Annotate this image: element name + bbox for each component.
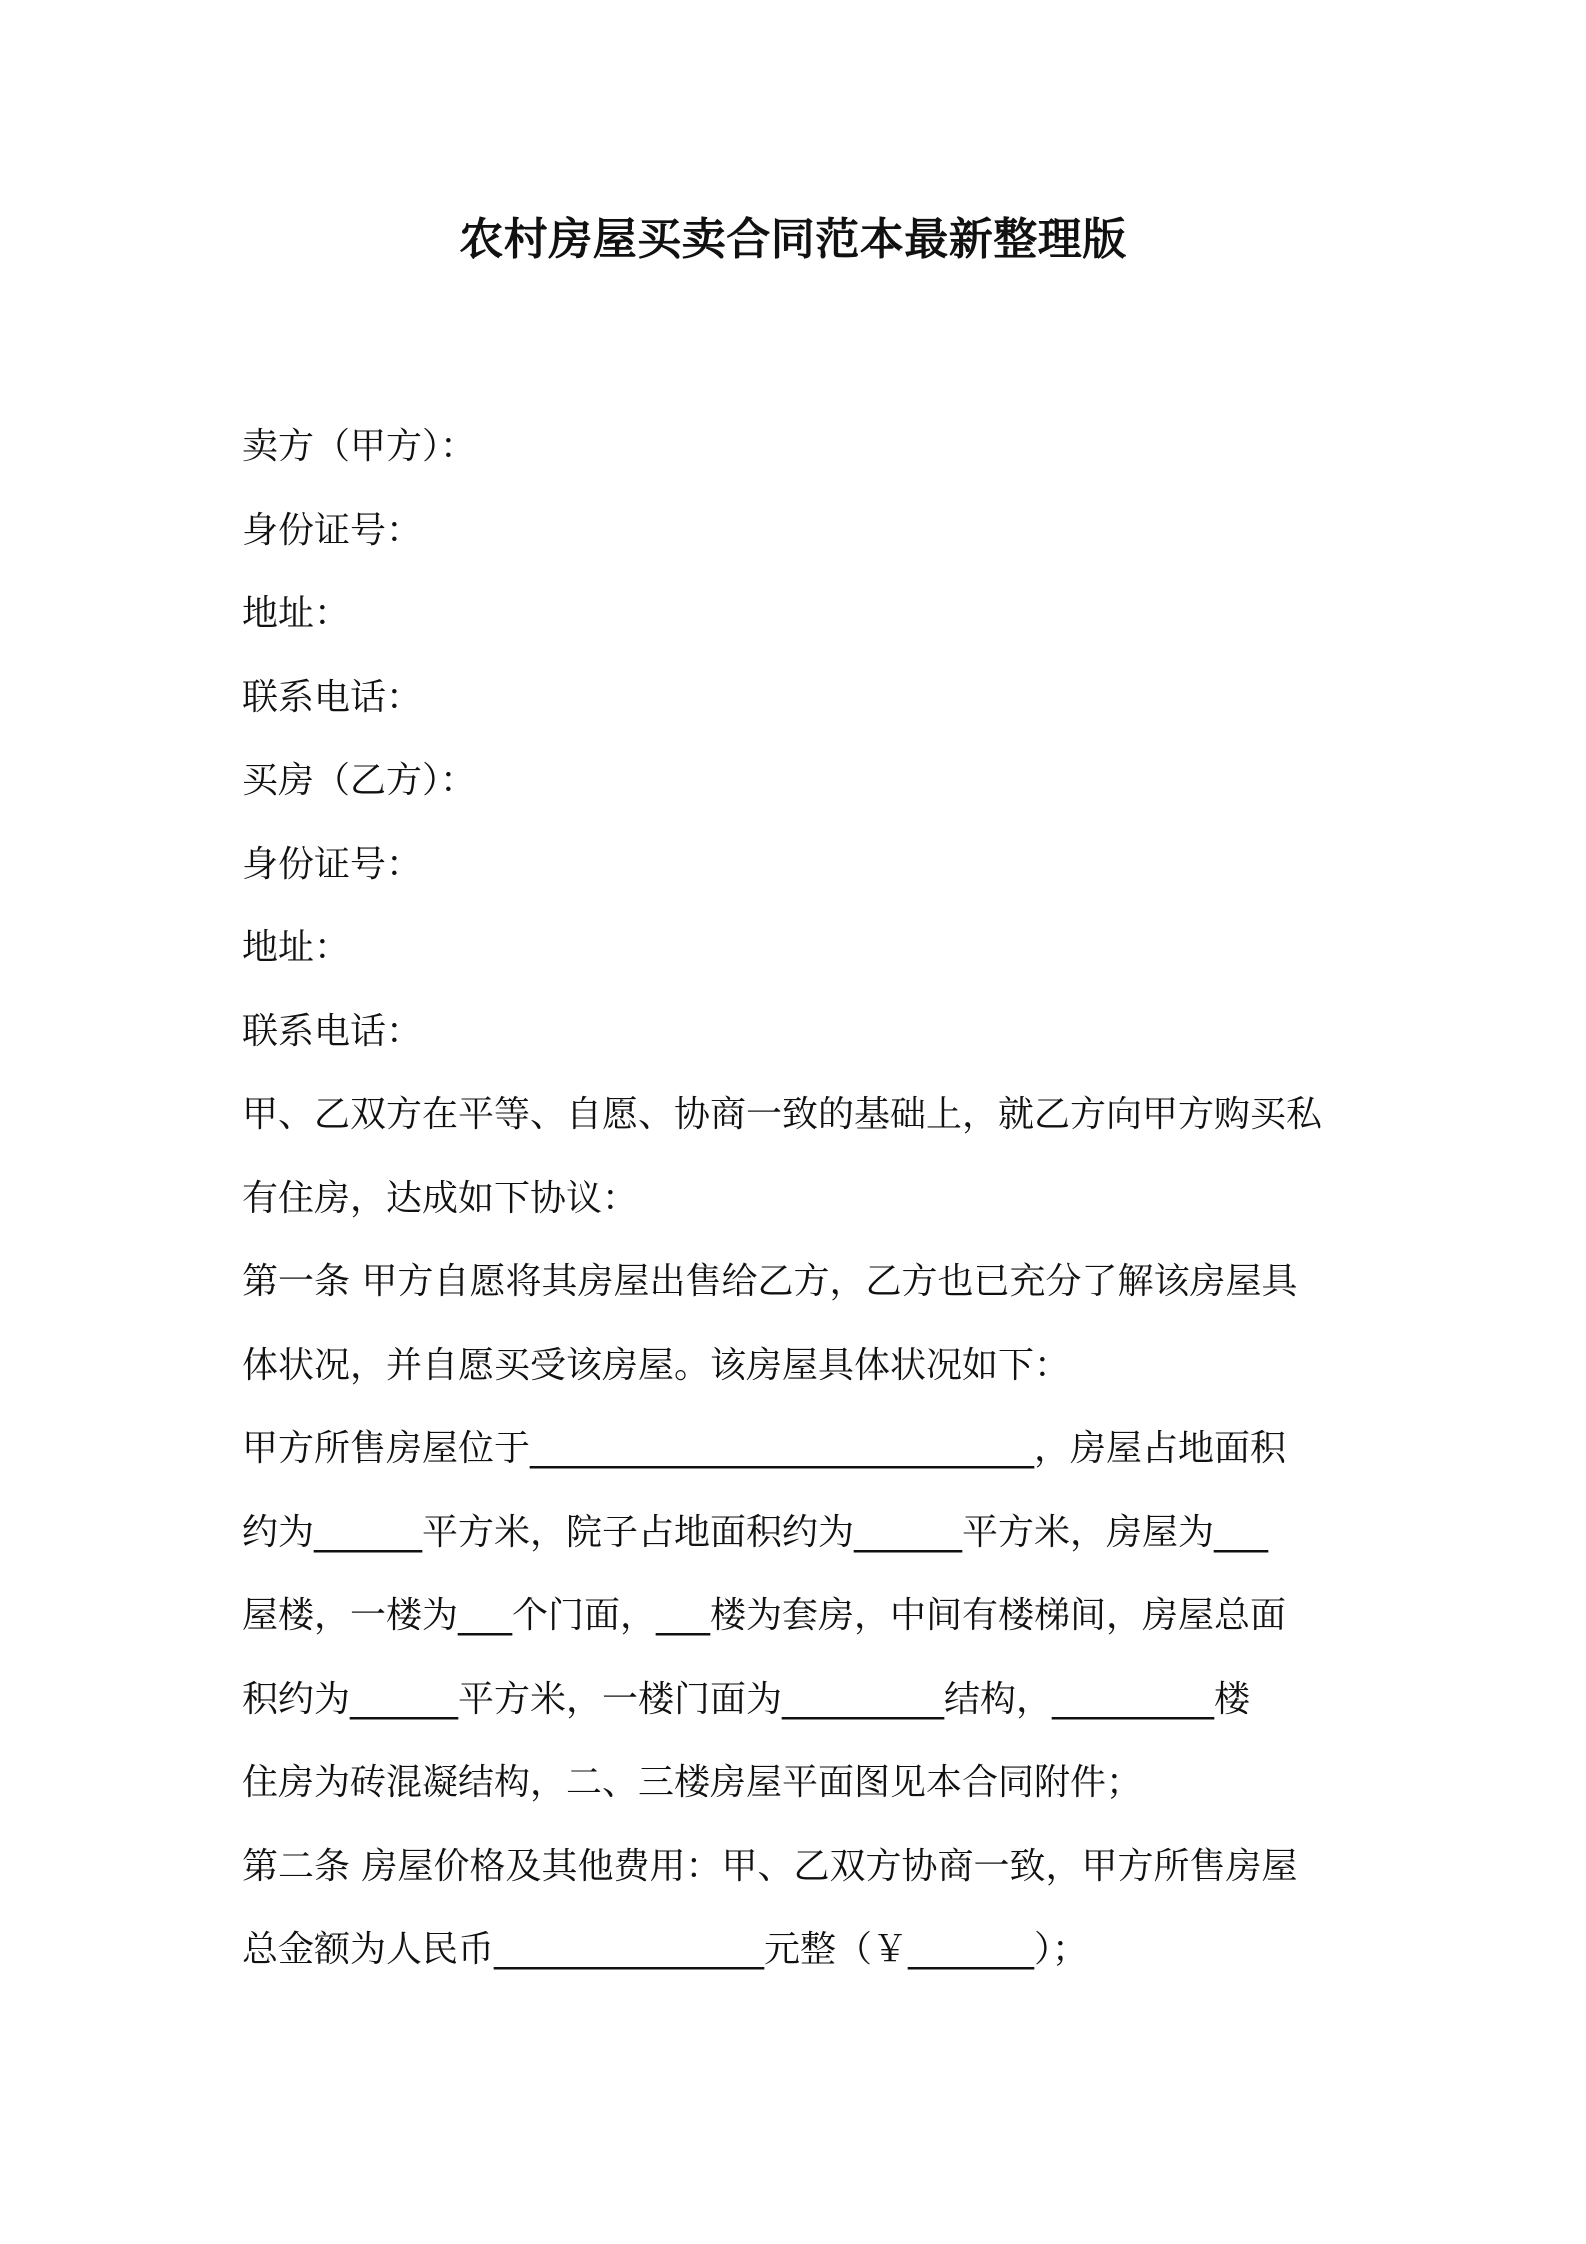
article-1-line: 体状况，并自愿买受该房屋。该房屋具体状况如下： [242, 1344, 1071, 1386]
article-2-line: 第二条 房屋价格及其他费用：甲、乙双方协商一致，甲方所售房屋 [242, 1845, 1298, 1887]
document-title: 农村房屋买卖合同范本最新整理版 [459, 214, 1127, 265]
buyer-id-number-label: 身份证号： [242, 843, 423, 885]
property-details-line: 积约为______平方米，一楼门面为_________结构，_________楼 [242, 1678, 1251, 1720]
seller-address-label: 地址： [242, 593, 351, 634]
document-body [242, 405, 1362, 1992]
property-details-line: 住房为砖混凝结构，二、三楼房屋平面图见本合同附件； [242, 1762, 1143, 1803]
preamble-line: 有住房，达成如下协议： [242, 1177, 639, 1219]
property-details-line: 约为______平方米，院子占地面积约为______平方米，房屋为___ [242, 1511, 1269, 1553]
property-details-line: 屋楼，一楼为___个门面，___楼为套房，中间有楼梯间，房屋总面 [242, 1595, 1287, 1636]
seller-label: 卖方（甲方）： [242, 426, 477, 467]
seller-phone-label: 联系电话： [242, 676, 423, 718]
seller-id-number-label: 身份证号： [242, 509, 423, 551]
buyer-phone-label: 联系电话： [242, 1010, 423, 1052]
article-2-line: 总金额为人民币_______________元整（￥_______）； [242, 1929, 1089, 1970]
buyer-label: 买房（乙方）： [242, 760, 477, 801]
buyer-address-label: 地址： [242, 927, 351, 968]
preamble-line: 甲、乙双方在平等、自愿、协商一致的基础上，就乙方向甲方购买私 [242, 1094, 1323, 1135]
property-details-line: 甲方所售房屋位于____________________________，房屋占地面积 [242, 1428, 1287, 1469]
article-1-line: 第一条 甲方自愿将其房屋出售给乙方，乙方也已充分了解该房屋具 [242, 1261, 1298, 1302]
